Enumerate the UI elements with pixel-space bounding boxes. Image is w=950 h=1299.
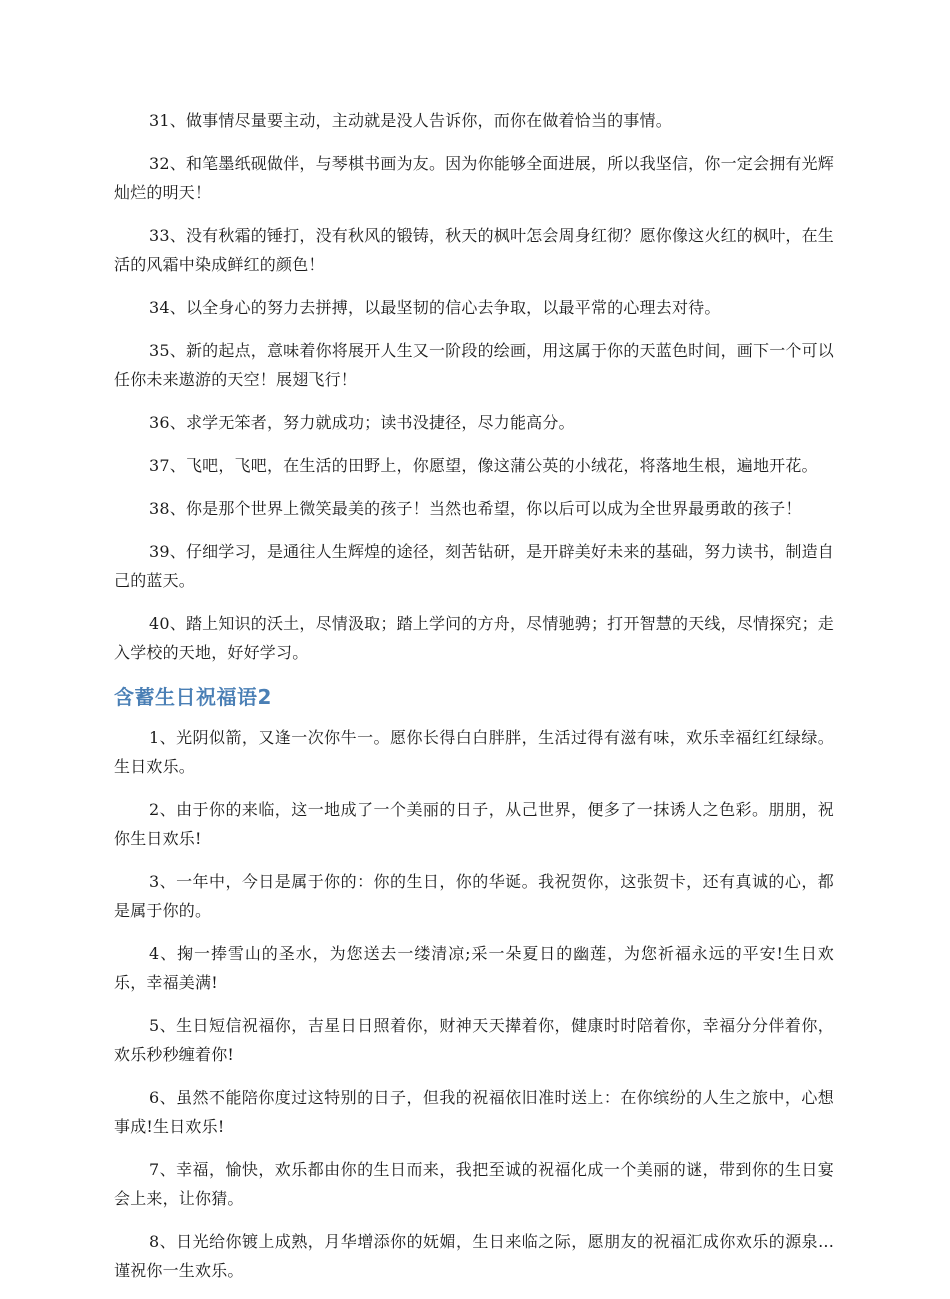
wish-item-38: 38、你是那个世界上微笑最美的孩子！当然也希望，你以后可以成为全世界最勇敢的孩子！ bbox=[149, 499, 802, 518]
wish-item-35: 35、新的起点，意味着你将展开人生又一阶段的绘画，用这属于你的天蓝色时间，画下一个可以任你未来遨游的天空！展翅飞行！ bbox=[114, 341, 834, 389]
section-heading: 含蓄生日祝福语2 bbox=[114, 685, 272, 709]
birthday-wish-8: 8、日光给你镀上成熟，月华增添你的妩媚，生日来临之际，愿朋友的祝福汇成你欢乐的源泉...谨祝你一生欢乐。 bbox=[114, 1232, 834, 1280]
wish-item-33: 33、没有秋霜的锤打，没有秋风的锻铸，秋天的枫叶怎会周身红彻？愿你像这火红的枫叶，在生活的风霜中染成鲜红的颜色！ bbox=[114, 226, 834, 274]
birthday-wish-7: 7、幸福，愉快，欢乐都由你的生日而来，我把至诚的祝福化成一个美丽的谜，带到你的生日宴会上来，让你猜。 bbox=[114, 1160, 834, 1208]
birthday-wish-6: 6、虽然不能陪你度过这特别的日子，但我的祝福依旧准时送上：在你缤纷的人生之旅中，心想事成!生日欢乐! bbox=[114, 1088, 834, 1136]
birthday-wish-4: 4、掬一捧雪山的圣水，为您送去一缕清凉;采一朵夏日的幽莲，为您祈福永远的平安!生日欢乐，幸福美满! bbox=[114, 944, 834, 992]
wish-item-32: 32、和笔墨纸砚做伴，与琴棋书画为友。因为你能够全面进展，所以我坚信，你一定会拥有光辉灿烂的明天！ bbox=[114, 154, 834, 202]
wish-item-31: 31、做事情尽量要主动，主动就是没人告诉你，而你在做着恰当的事情。 bbox=[149, 111, 672, 130]
birthday-wish-3: 3、一年中，今日是属于你的：你的生日，你的华诞。我祝贺你，这张贺卡，还有真诚的心，都是属于你的。 bbox=[114, 872, 834, 920]
wish-item-36: 36、求学无笨者，努力就成功；读书没捷径，尽力能高分。 bbox=[149, 413, 575, 432]
birthday-wish-1: 1、光阴似箭，又逢一次你牛一。愿你长得白白胖胖，生活过得有滋有味，欢乐幸福红红绿绿。生日欢乐。 bbox=[114, 728, 834, 776]
wish-item-34: 34、以全身心的努力去拼搏，以最坚韧的信心去争取，以最平常的心理去对待。 bbox=[149, 298, 721, 317]
document-content bbox=[114, 106, 834, 1299]
wish-item-39: 39、仔细学习，是通往人生辉煌的途径，刻苦钻研，是开辟美好未来的基础，努力读书，制造自己的蓝天。 bbox=[114, 542, 834, 590]
birthday-wish-2: 2、由于你的来临，这一地成了一个美丽的日子，从己世界，便多了一抹诱人之色彩。朋朋，祝你生日欢乐! bbox=[114, 800, 834, 848]
wish-item-37: 37、飞吧，飞吧，在生活的田野上，你愿望，像这蒲公英的小绒花，将落地生根，遍地开花。 bbox=[149, 456, 818, 475]
wish-item-40: 40、踏上知识的沃土，尽情汲取；踏上学问的方舟，尽情驰骋；打开智慧的天线，尽情探究；走入学校的天地，好好学习。 bbox=[114, 614, 834, 662]
birthday-wish-5: 5、生日短信祝福你，吉星日日照着你，财神天天撵着你，健康时时陪着你，幸福分分伴着你，欢乐秒秒缠着你! bbox=[114, 1016, 834, 1064]
